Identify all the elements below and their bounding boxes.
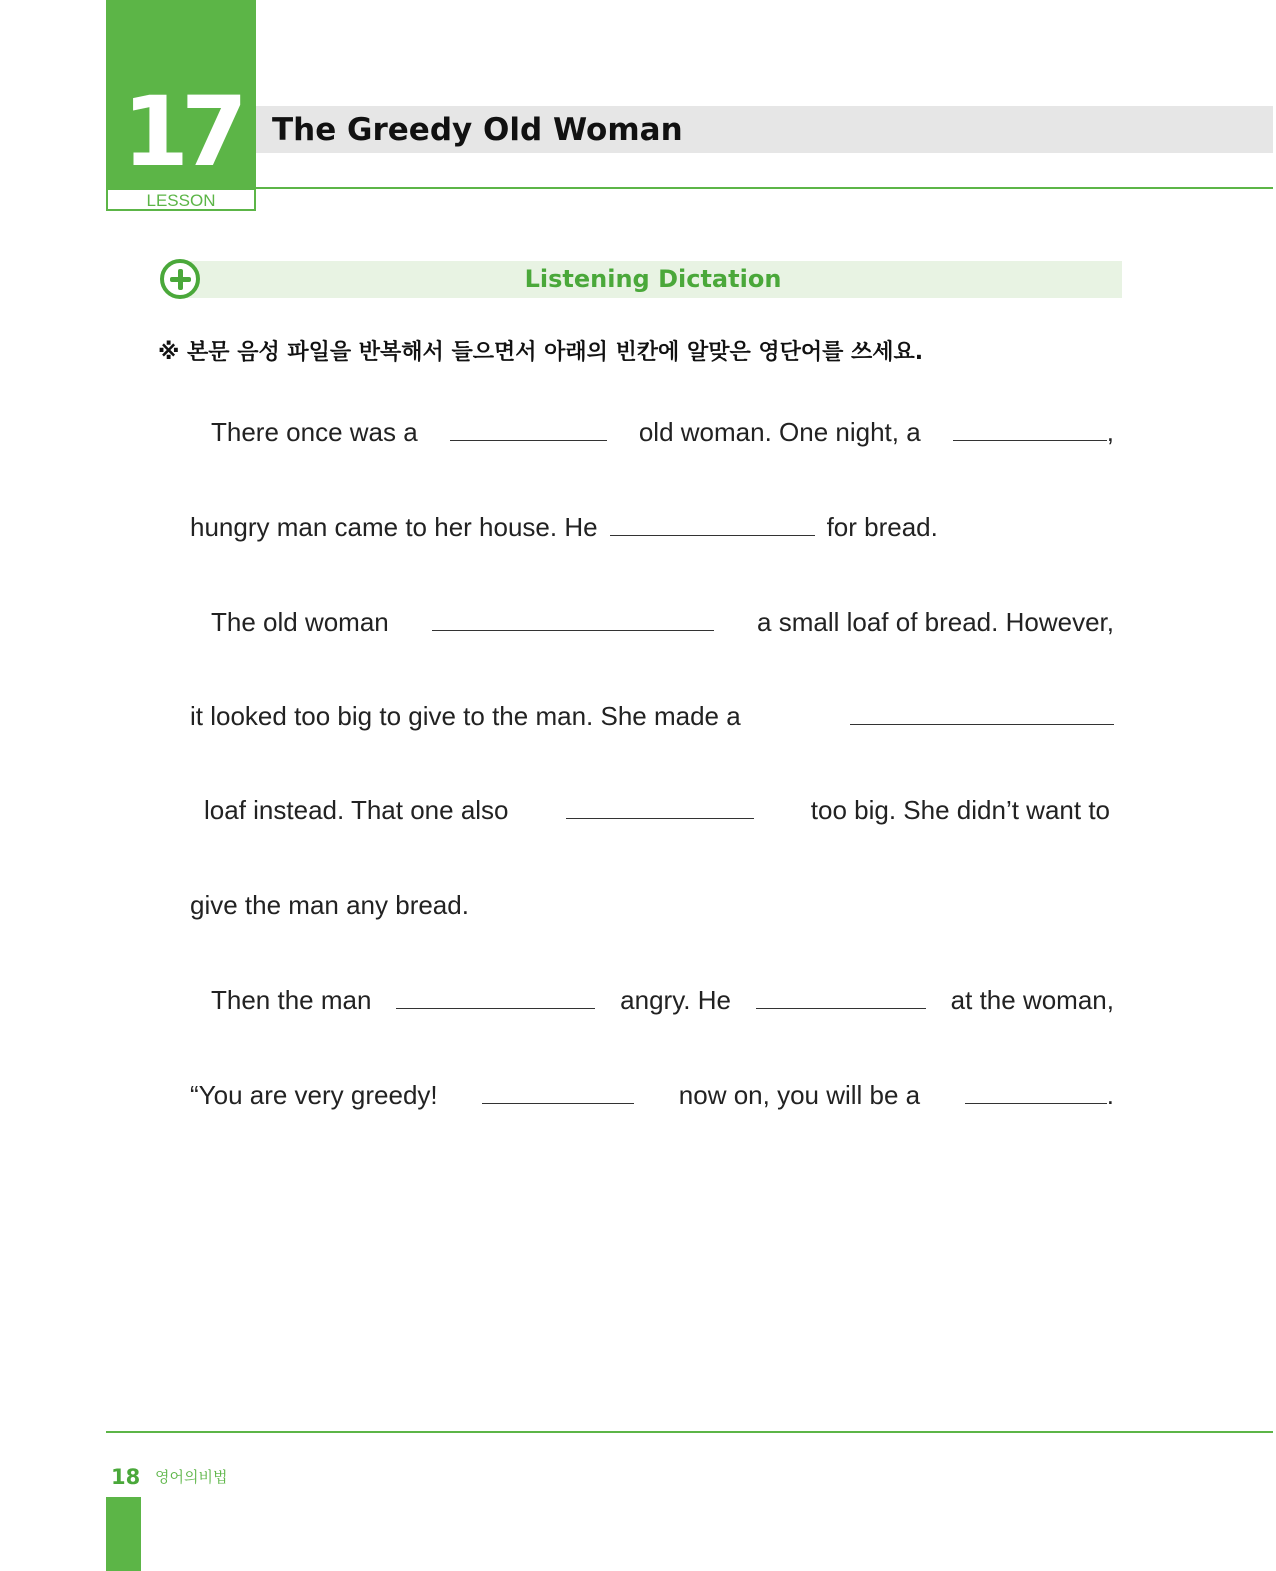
blank-group bbox=[965, 1075, 1114, 1115]
passage-line-3 bbox=[211, 602, 1114, 642]
line-text: at the woman, bbox=[950, 985, 1114, 1015]
line-text: There once was a bbox=[211, 417, 418, 447]
passage-line-1 bbox=[211, 412, 1114, 452]
line-text: loaf instead. That one also bbox=[204, 795, 509, 825]
line-text: too big. She didn’t want to bbox=[810, 795, 1110, 825]
passage-line-4 bbox=[190, 696, 1114, 736]
lesson-badge bbox=[106, 0, 256, 211]
answer-blank[interactable] bbox=[566, 794, 754, 819]
answer-blank[interactable] bbox=[396, 984, 595, 1009]
line-text: angry. He bbox=[620, 985, 731, 1015]
passage-line-6 bbox=[190, 885, 1114, 925]
line-text: , bbox=[1106, 417, 1114, 447]
book-name: 영어의비법 bbox=[155, 1468, 228, 1486]
answer-blank[interactable] bbox=[610, 511, 815, 536]
line-text: give the man any bread. bbox=[190, 890, 469, 920]
line-text: it looked too big to give to the man. She made a bbox=[190, 701, 741, 731]
instruction-text: ※ 본문 음성 파일을 반복해서 들으면서 아래의 빈칸에 알맞은 영단어를 쓰세요. bbox=[158, 340, 924, 365]
passage-line-7 bbox=[211, 980, 1114, 1020]
line-text: now on, you will be a bbox=[678, 1080, 921, 1110]
answer-blank[interactable] bbox=[965, 1079, 1107, 1104]
line-text: . bbox=[1106, 1080, 1114, 1110]
line-text: hungry man came to her house. He bbox=[190, 512, 598, 542]
line-text: old woman. One night, a bbox=[638, 417, 921, 447]
passage-line-5 bbox=[204, 790, 1110, 830]
lesson-number: 17 bbox=[122, 76, 240, 188]
line-text: a small loaf of bread. However, bbox=[757, 607, 1114, 637]
footer-accent bbox=[106, 1497, 141, 1571]
answer-blank[interactable] bbox=[756, 984, 926, 1009]
answer-blank[interactable] bbox=[482, 1079, 634, 1104]
title-divider bbox=[256, 187, 1273, 189]
page-title: The Greedy Old Woman bbox=[272, 112, 683, 148]
line-text: “You are very greedy! bbox=[190, 1080, 438, 1110]
passage-line-8 bbox=[190, 1075, 1114, 1115]
answer-blank[interactable] bbox=[432, 606, 714, 631]
footer-divider bbox=[106, 1431, 1273, 1433]
passage-line-2 bbox=[190, 507, 1114, 547]
line-text: for bread. bbox=[826, 512, 938, 542]
plus-icon bbox=[160, 259, 200, 299]
line-text: The old woman bbox=[211, 607, 389, 637]
page-number: 18 bbox=[111, 1465, 141, 1489]
blank-group bbox=[953, 412, 1114, 452]
lesson-label: LESSON bbox=[146, 191, 216, 210]
answer-blank[interactable] bbox=[450, 416, 607, 441]
answer-blank[interactable] bbox=[953, 416, 1107, 441]
answer-blank[interactable] bbox=[850, 700, 1114, 725]
line-text: Then the man bbox=[211, 985, 372, 1015]
section-title: Listening Dictation bbox=[524, 265, 782, 293]
